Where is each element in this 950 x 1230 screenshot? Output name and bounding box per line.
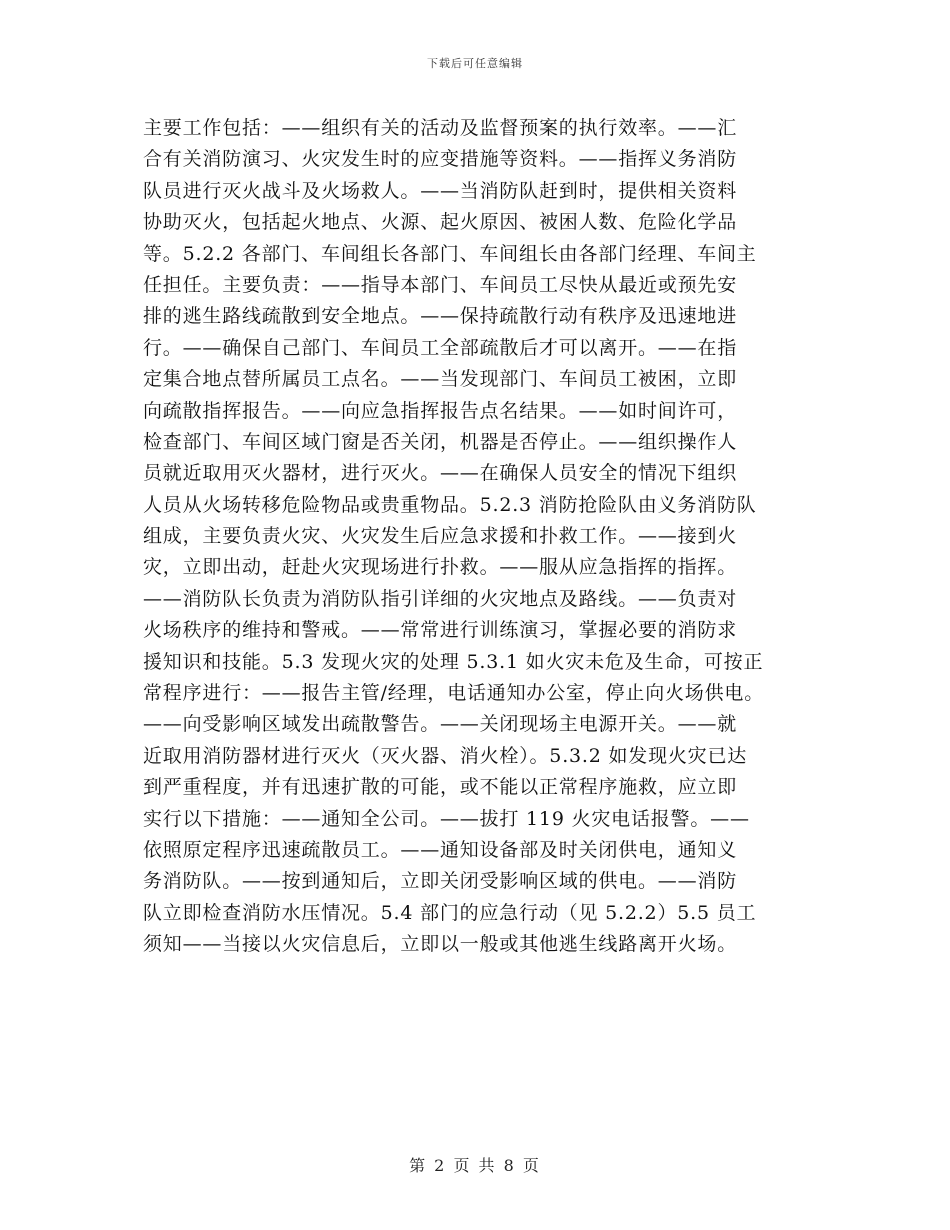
text-line: 排的逃生路线疏散到安全地点。——保持疏散行动有秩序及迅速地进 (143, 305, 738, 328)
page-header: 下载后可任意编辑 (427, 57, 523, 70)
text-line: 近取用消防器材进行灭火（灭火器、消火栓）。5.3.2 如发现火灾已达 (143, 744, 748, 767)
text-line: 队立即检查消防水压情况。5.4 部门的应急行动（见 5.2.2）5.5 员工 (143, 901, 757, 924)
text-line: 常程序进行：——报告主管/经理，电话通知办公室，停止向火场供电。 (143, 682, 765, 705)
text-line: 行。——确保自己部门、车间员工全部疏散后才可以离开。——在指 (143, 336, 738, 359)
body-text (143, 113, 823, 961)
text-line: 依照原定程序迅速疏散员工。——通知设备部及时关闭供电，通知义 (143, 838, 738, 861)
text-line: 主要工作包括：——组织有关的活动及监督预案的执行效率。——汇 (143, 117, 738, 139)
text-line: 到严重程度，并有迅速扩散的可能，或不能以正常程序施救，应立即 (143, 776, 738, 799)
text-line: ——向受影响区域发出疏散警告。——关闭现场主电源开关。——就 (143, 713, 738, 736)
text-line: 员就近取用灭火器材，进行灭火。——在确保人员安全的情况下组织 (143, 462, 738, 485)
text-line: 检查部门、车间区域门窗是否关闭，机器是否停止。——组织操作人 (143, 430, 738, 453)
page-number-footer: 第 2 页 共 8 页 (409, 1156, 541, 1175)
text-line: 灾，立即出动，赶赴火灾现场进行扑救。——服从应急指挥的指挥。 (143, 556, 738, 579)
text-line: 实行以下措施：——通知全公司。——拔打 119 火灾电话报警。—— (143, 807, 750, 830)
text-line: 援知识和技能。5.3 发现火灾的处理 5.3.1 如火灾未危及生命，可按正 (143, 650, 764, 673)
text-line: 火场秩序的维持和警戒。——常常进行训练演习，掌握必要的消防求 (143, 619, 738, 642)
text-line: 组成，主要负责火灾、火灾发生后应急求援和扑救工作。——接到火 (143, 525, 738, 548)
text-line: 须知——当接以火灾信息后，立即以一般或其他逃生线路离开火场。 (143, 933, 738, 956)
text-line: 任担任。主要负责：——指导本部门、车间员工尽快从最近或预先安 (143, 273, 738, 296)
text-line: 人员从火场转移危险物品或贵重物品。5.2.3 消防抢险队由义务消防队 (143, 493, 757, 516)
text-line: ——消防队长负责为消防队指引详细的火灾地点及路线。——负责对 (143, 587, 738, 610)
text-line: 队员进行灭火战斗及火场救人。——当消防队赶到时，提供相关资料 (143, 179, 738, 202)
text-line: 协助灭火，包括起火地点、火源、起火原因、被困人数、危险化学品 (143, 211, 738, 234)
text-line: 定集合地点替所属员工点名。——当发现部门、车间员工被困，立即 (143, 368, 738, 391)
text-line: 合有关消防演习、火灾发生时的应变措施等资料。——指挥义务消防 (143, 148, 738, 171)
text-line: 向疏散指挥报告。——向应急指挥报告点名结果。——如时间许可， (143, 399, 738, 422)
text-line: 务消防队。——按到通知后，立即关闭受影响区域的供电。——消防 (143, 870, 738, 893)
text-line: 等。5.2.2 各部门、车间组长各部门、车间组长由各部门经理、车间主 (143, 242, 757, 265)
